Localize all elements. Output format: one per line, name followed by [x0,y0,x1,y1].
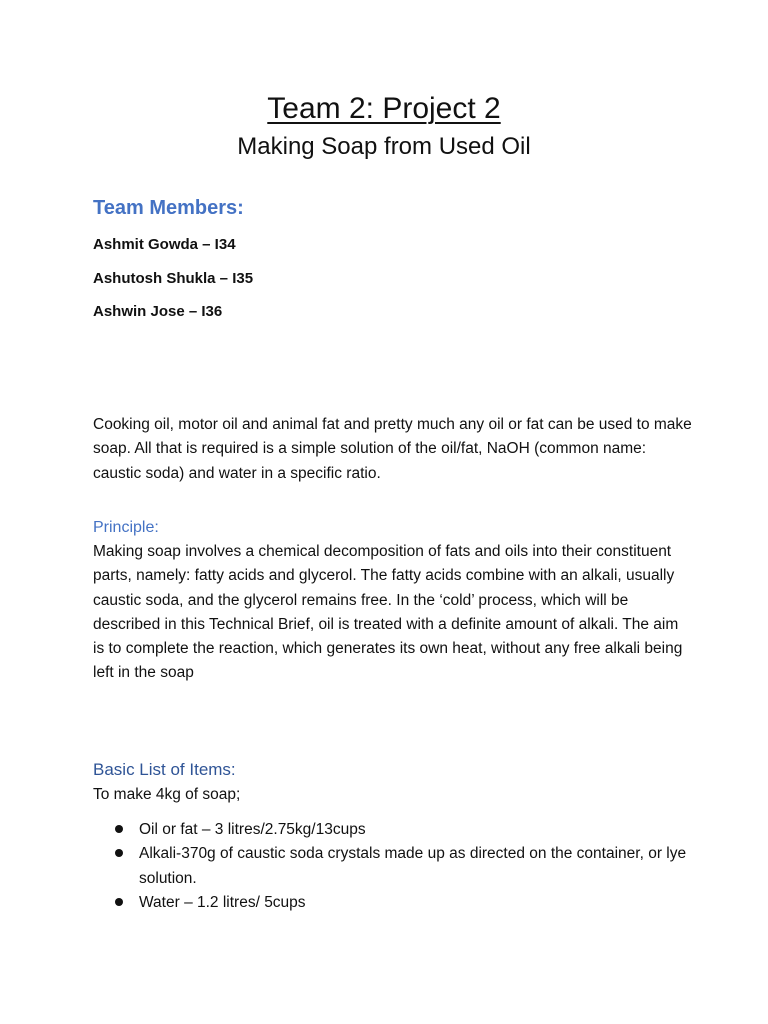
items-list [93,818,693,915]
team-members-heading: Team Members: [93,197,244,219]
items-intro-text: To make 4kg of soap; [93,786,241,803]
items-list-heading: Basic List of Items: [93,760,236,779]
intro-paragraph: Cooking oil, motor oil and animal fat and pretty much any oil or fat can be used to make soap. All that is required is a simple solution of the oil/fat, NaOH (common name: caustic soda) and water in a specific ratio. [93,416,692,482]
bullet-icon [115,825,123,833]
list-item-text: Alkali-370g of caustic soda crystals made up as directed on the container, or lye solution. [139,845,687,887]
list-item [93,842,693,891]
team-member: Ashwin Jose – I36 [93,303,223,320]
bullet-icon [115,898,123,906]
list-item-text: Oil or fat – 3 litres/2.75kg/13cups [139,821,366,838]
list-item [93,818,693,842]
principle-heading: Principle: [93,519,159,536]
team-member: Ashmit Gowda – I34 [93,236,236,253]
document-subtitle: Making Soap from Used Oil [237,133,531,160]
principle-paragraph: Making soap involves a chemical decomposition of fats and oils into their constituent parts, namely: fatty acids and glycerol. The fatty acids combine with an alkali, usually caustic soda, and the glycerol remains free. In the ‘cold’ process, which will be described in this Technical Brief, oil is treated with a definite amount of alkali. The aim is to complete the reaction, which generates its own heat, without any free alkali being left in the soap [93,543,683,682]
bullet-icon [115,849,123,857]
team-member: Ashutosh Shukla – I35 [93,270,254,287]
document-title: Team 2: Project 2 [267,92,501,125]
list-item [93,891,693,915]
list-item-text: Water – 1.2 litres/ 5cups [139,893,306,911]
